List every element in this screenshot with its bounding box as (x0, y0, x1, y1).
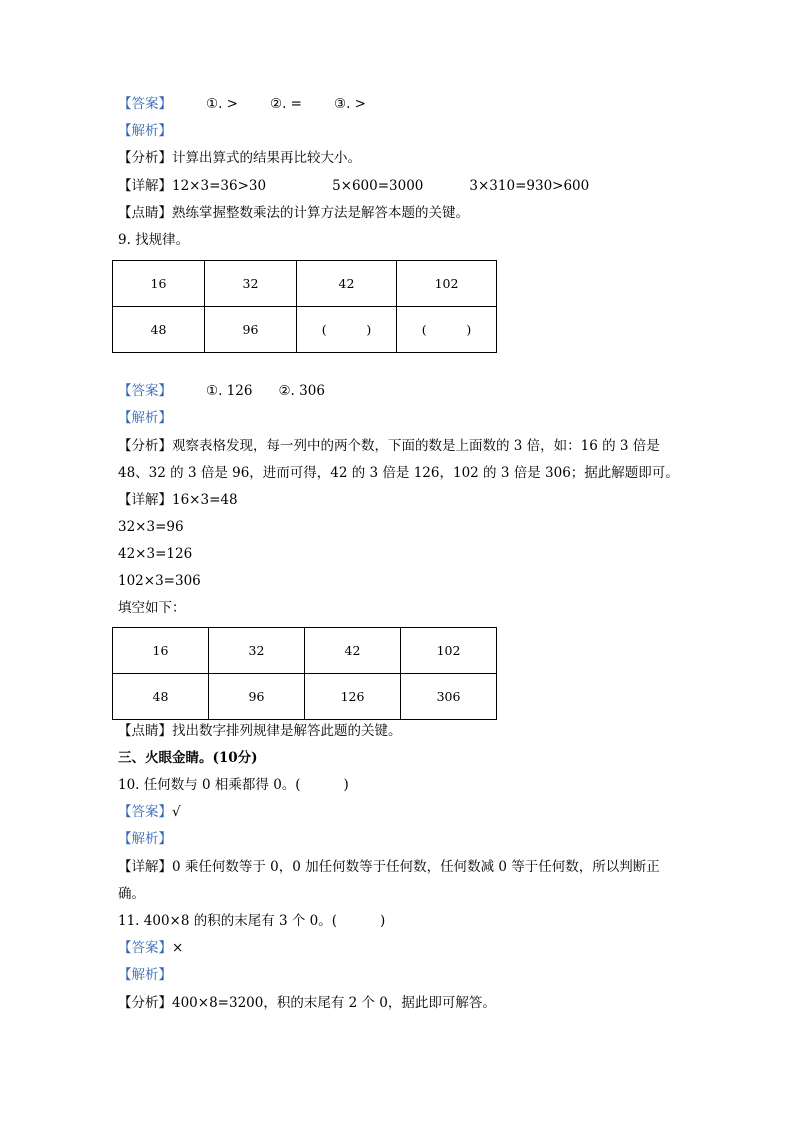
fill-note: 填空如下： (118, 600, 186, 616)
dianjing-text: 找出数字排列规律是解答此题的关键。 (172, 723, 402, 739)
q8-jiexi: 【解析】 (118, 123, 172, 139)
table-cell: 42 (297, 261, 397, 307)
equation: 32×3=96 (118, 519, 184, 535)
table-cell: 48 (113, 674, 209, 720)
q9-title: 9. 找规律。 (118, 232, 190, 248)
xiangjie-label: 【详解】 (118, 492, 172, 508)
q11-answer-line (118, 938, 183, 958)
table-cell: 32 (209, 628, 305, 674)
fenxi-text: 观察表格发现，每一列中的两个数，下面的数是上面数的 3 倍，如：16 的 3 倍是 (172, 438, 660, 454)
q10-answer-line (118, 802, 181, 822)
blank-cell[interactable]: ( ) (397, 307, 497, 353)
q10-jiexi: 【解析】 (118, 831, 172, 847)
table-cell: 102 (401, 628, 497, 674)
q8-fenxi (118, 148, 361, 168)
q8-answer-line (118, 94, 366, 114)
equation: 42×3=126 (118, 546, 193, 562)
equation: 16×3=48 (172, 492, 238, 508)
table-cell: 48 (113, 307, 205, 353)
table-cell: 96 (209, 674, 305, 720)
answer-item: ①. 126 (206, 383, 253, 399)
q9-answer-line (118, 381, 325, 401)
table-cell: 102 (397, 261, 497, 307)
table-row (113, 307, 497, 353)
table-cell: 16 (113, 628, 209, 674)
table-row (113, 628, 497, 674)
q9-pattern-table (112, 260, 497, 353)
answer-label: 【答案】 (118, 96, 172, 112)
q10-stem: 10. 任何数与 0 相乘都得 0。( ) (118, 777, 349, 793)
fenxi-label: 【分析】 (118, 150, 172, 166)
q9-dianjing (118, 721, 402, 741)
check-mark: √ (172, 804, 181, 820)
q8-dianjing (118, 203, 469, 223)
fenxi-text: 400×8=3200，积的末尾有 2 个 0，据此即可解答。 (172, 995, 496, 1011)
section-title: 三、火眼金睛。(10分) (118, 750, 258, 766)
dianjing-label: 【点睛】 (118, 723, 172, 739)
answer-label: 【答案】 (118, 383, 172, 399)
equation: 102×3=306 (118, 573, 201, 589)
equation: 12×3=36>30 (172, 178, 267, 194)
table-cell: 306 (401, 674, 497, 720)
fenxi-text: 计算出算式的结果再比较大小。 (172, 150, 361, 166)
table-cell: 32 (205, 261, 297, 307)
table-row (113, 261, 497, 307)
equation: 3×310=930>600 (469, 178, 590, 194)
answer-item: ①. > (206, 96, 238, 112)
answer-label: 【答案】 (118, 940, 172, 956)
table-cell: 16 (113, 261, 205, 307)
answer-item: ②. 306 (278, 383, 325, 399)
q10-xiangjie-2: 确。 (118, 886, 145, 902)
table-cell: 96 (205, 307, 297, 353)
q9-answer-table (112, 627, 497, 720)
q11-jiexi: 【解析】 (118, 967, 172, 983)
q11-stem: 11. 400×8 的积的末尾有 3 个 0。( ) (118, 913, 386, 929)
table-cell: 42 (305, 628, 401, 674)
dianjing-label: 【点睛】 (118, 205, 172, 221)
q9-fenxi-1 (118, 436, 660, 456)
xiangjie-label: 【详解】 (118, 178, 172, 194)
q8-xiangjie (118, 176, 589, 196)
fenxi-label: 【分析】 (118, 438, 172, 454)
q11-fenxi (118, 993, 496, 1013)
table-row (113, 674, 497, 720)
fenxi-label: 【分析】 (118, 995, 172, 1011)
dianjing-text: 熟练掌握整数乘法的计算方法是解答本题的关键。 (172, 205, 469, 221)
cross-mark: × (172, 940, 184, 956)
q10-xiangjie-1 (118, 857, 660, 877)
equation: 5×600=3000 (332, 178, 424, 194)
q9-xiangjie (118, 490, 238, 510)
q9-fenxi-2: 48、32 的 3 倍是 96，进而可得，42 的 3 倍是 126，102 的 3 倍是 306；据此解题即可。 (118, 465, 679, 481)
q9-jiexi: 【解析】 (118, 410, 172, 426)
xiangjie-text: 0 乘任何数等于 0，0 加任何数等于任何数，任何数减 0 等于任何数，所以判断正 (172, 859, 660, 875)
answer-label: 【答案】 (118, 804, 172, 820)
blank-cell[interactable]: ( ) (297, 307, 397, 353)
xiangjie-label: 【详解】 (118, 859, 172, 875)
table-cell: 126 (305, 674, 401, 720)
answer-item: ③. > (334, 96, 366, 112)
answer-item: ②. = (270, 96, 302, 112)
